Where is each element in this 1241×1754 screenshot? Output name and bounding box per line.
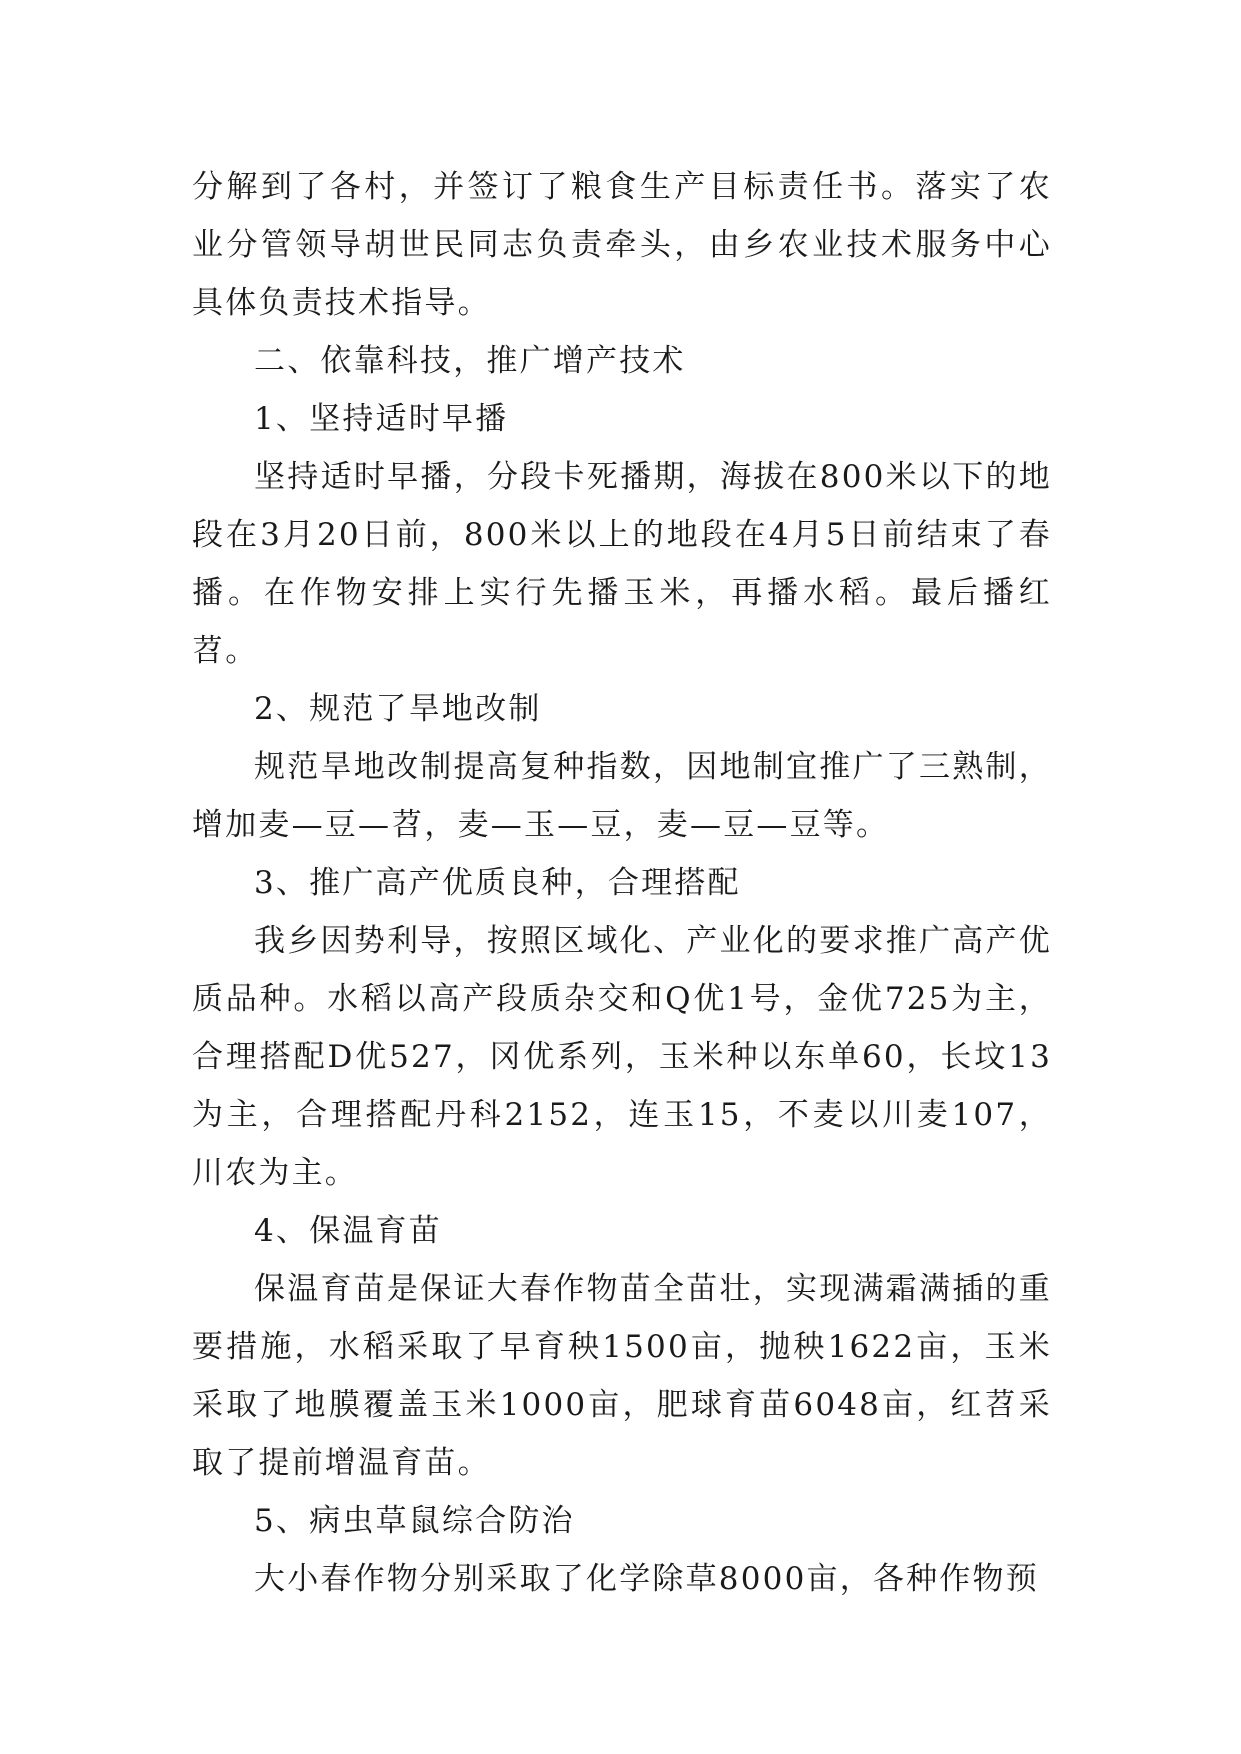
body-paragraph: 规范旱地改制提高复种指数，因地制宜推广了三熟制，增加麦—豆—苕，麦—玉—豆，麦—豆—豆等。	[192, 749, 1052, 843]
body-paragraph: 坚持适时早播，分段卡死播期，海拔在800米以下的地段在3月20日前，800米以上的地段在4月5日前结束了春播。在作物安排上实行先播玉米，再播水稻。最后播红苕。	[192, 459, 1052, 669]
section-heading: 二、依靠科技，推广增产技术	[254, 343, 686, 379]
body-paragraph: 分解到了各村，并签订了粮食生产目标责任书。落实了农业分管领导胡世民同志负责牵头，由乡农业技术服务中心具体负责技术指导。	[192, 169, 1052, 321]
body-paragraph: 保温育苗是保证大春作物苗全苗壮，实现满霜满插的重要措施，水稻采取了早育秧1500亩，抛秧1622亩，玉米采取了地膜覆盖玉米1000亩，肥球育苗6048亩，红苕采取了提前增温育苗。	[192, 1271, 1052, 1481]
subsection-heading: 2、规范了旱地改制	[254, 691, 542, 727]
body-paragraph: 我乡因势利导，按照区域化、产业化的要求推广高产优质品种。水稻以高产段质杂交和Q优1号，金优725为主，合理搭配D优527，冈优系列，玉米种以东单60，长坟13为主，合理搭配丹科2152，连玉15，不麦以川麦107，川农为主。	[192, 923, 1052, 1191]
subsection-heading: 5、病虫草鼠综合防治	[254, 1503, 575, 1539]
subsection-heading: 1、坚持适时早播	[254, 401, 509, 437]
document-body	[192, 158, 1052, 1608]
subsection-heading: 3、推广高产优质良种，合理搭配	[254, 865, 741, 901]
subsection-heading: 4、保温育苗	[254, 1213, 442, 1249]
body-paragraph: 大小春作物分别采取了化学除草8000亩，各种作物预	[254, 1561, 1039, 1597]
